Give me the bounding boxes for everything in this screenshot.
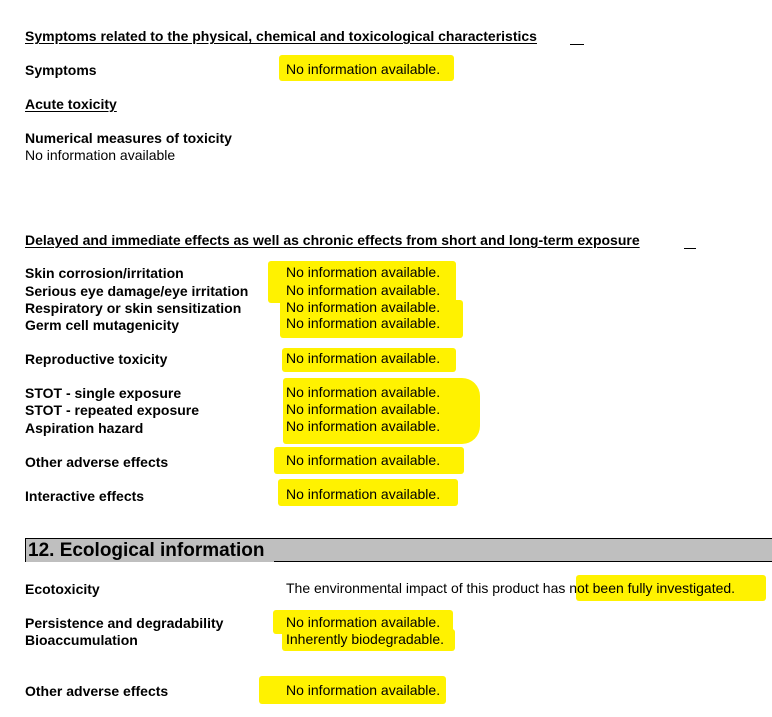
- effect-value-skin: No information available.: [286, 264, 441, 280]
- effect-label-aspiration: Aspiration hazard: [25, 420, 144, 436]
- effect-label-skin: Skin corrosion/irritation: [25, 265, 184, 281]
- heading-symptoms-related: Symptoms related to the physical, chemical and toxicological characteristics: [25, 28, 537, 44]
- heading-rule-1: [570, 44, 584, 45]
- effect-label-interactive: Interactive effects: [25, 488, 145, 504]
- ecotoxicity-value-highlight: s not been fully investigated.: [558, 580, 736, 596]
- section-12-rule: [274, 561, 772, 562]
- effect-value-eye: No information available.: [286, 282, 441, 298]
- effect-value-other-adverse: No information available.: [286, 452, 441, 468]
- effect-value-aspiration: No information available.: [286, 418, 441, 434]
- effect-label-respiratory: Respiratory or skin sensitization: [25, 300, 242, 316]
- heading-delayed-effects: Delayed and immediate effects as well as chronic effects from short and long-term exposure: [25, 232, 640, 248]
- numerical-measures-value: No information available: [25, 147, 176, 163]
- effect-value-interactive: No information available.: [286, 486, 441, 502]
- heading-acute-toxicity: Acute toxicity: [25, 96, 117, 112]
- effect-value-germ: No information available.: [286, 315, 441, 331]
- effect-label-stot-single: STOT - single exposure: [25, 385, 182, 401]
- effect-label-stot-repeated: STOT - repeated exposure: [25, 402, 200, 418]
- effect-value-stot-repeated: No information available.: [286, 401, 441, 417]
- effect-value-respiratory: No information available.: [286, 299, 441, 315]
- persistence-value: No information available.: [286, 614, 441, 630]
- ecotoxicity-value-plain: The environmental impact of this product ha: [286, 580, 559, 596]
- bioaccumulation-label: Bioaccumulation: [25, 632, 138, 648]
- effect-value-reproductive: No information available.: [286, 350, 441, 366]
- numerical-measures-label: Numerical measures of toxicity: [25, 130, 232, 146]
- symptoms-label: Symptoms: [25, 62, 97, 78]
- persistence-label: Persistence and degradability: [25, 615, 224, 631]
- effect-label-reproductive: Reproductive toxicity: [25, 351, 168, 367]
- ecotoxicity-label: Ecotoxicity: [25, 581, 100, 597]
- other-adverse-eco-value: [286, 682, 440, 699]
- other-adverse-eco-value-main: No information available: [286, 682, 437, 698]
- heading-rule-2: [684, 248, 696, 249]
- section-12-title: 12. Ecological information: [28, 540, 265, 561]
- other-adverse-eco-value-end: .: [436, 682, 441, 698]
- effect-value-stot-single: No information available.: [286, 384, 441, 400]
- symptoms-value: No information available.: [286, 61, 441, 77]
- bioaccumulation-value: Inherently biodegradable.: [286, 631, 445, 647]
- effect-label-other-adverse: Other adverse effects: [25, 454, 169, 470]
- ecotoxicity-value: [286, 580, 735, 597]
- effect-label-germ: Germ cell mutagenicity: [25, 317, 180, 333]
- effect-label-eye: Serious eye damage/eye irritation: [25, 283, 249, 299]
- other-adverse-eco-label: Other adverse effects: [25, 683, 169, 699]
